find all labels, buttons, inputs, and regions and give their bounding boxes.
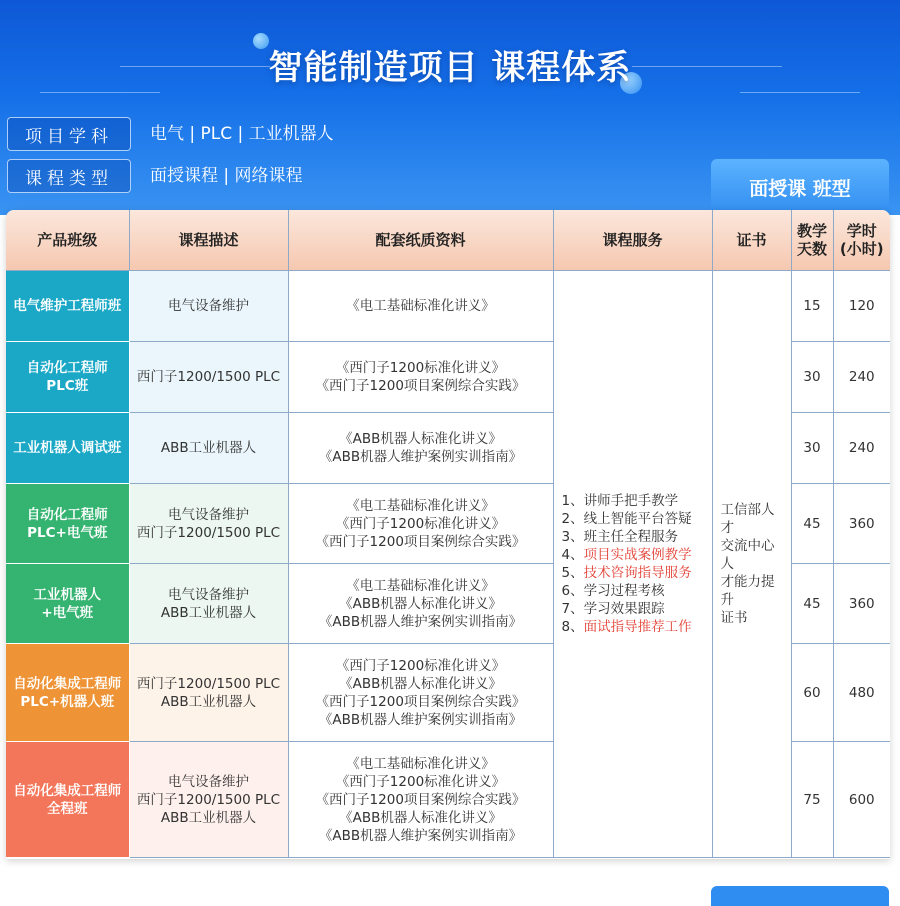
service-item-number: 3、 — [561, 529, 584, 545]
course-desc-line: 电气设备维护 — [168, 506, 249, 523]
course-table-container — [6, 210, 890, 859]
class-name-line: 工业机器人 — [33, 586, 101, 603]
certificate-line: 才能力提升 — [720, 574, 775, 608]
service-item-text: 讲师手把手教学 — [583, 493, 679, 509]
service-item — [562, 582, 708, 600]
class-name-cell — [6, 742, 129, 858]
course-desc-line: ABB工业机器人 — [160, 809, 257, 826]
teaching-days-cell: 30 — [791, 413, 833, 484]
service-item — [562, 600, 708, 618]
course-desc-cell — [129, 342, 288, 413]
class-name-line: PLC+电气班 — [27, 524, 108, 541]
class-type-badge — [711, 159, 889, 217]
certificate-line: 证书 — [720, 610, 748, 626]
deco-line — [40, 92, 160, 93]
info-label-course-type: 课程类型 — [7, 159, 131, 193]
course-desc-line: 西门子1200/1500 PLC — [136, 675, 281, 692]
header-days-line-2: 天数 — [796, 240, 827, 258]
page-title: 智能制造项目 课程体系 — [268, 48, 632, 88]
teaching-days-cell: 30 — [791, 342, 833, 413]
course-desc-line: 西门子1200/1500 PLC — [136, 524, 281, 541]
material-line: 《西门子1200标准化讲义》 — [335, 657, 506, 674]
next-section-tab — [711, 886, 889, 906]
material-line: 《ABB机器人标准化讲义》 — [339, 809, 502, 826]
class-hours-cell: 120 — [833, 271, 890, 342]
materials-cell — [288, 342, 553, 413]
class-name-line: 自动化工程师 — [26, 360, 108, 376]
class-name-cell — [6, 342, 129, 413]
service-item-text: 线上智能平台答疑 — [583, 511, 692, 527]
service-item-number: 5、 — [561, 565, 584, 581]
header-desc: 课程描述 — [129, 210, 288, 271]
service-item-number: 2、 — [561, 511, 584, 527]
header-hours-line-2: (小时) — [839, 240, 884, 258]
service-item — [562, 510, 708, 528]
header-class: 产品班级 — [6, 210, 129, 271]
course-desc-cell — [129, 413, 288, 484]
service-item — [562, 546, 708, 564]
material-line: 《西门子1200项目案例综合实践》 — [315, 791, 526, 808]
class-name-line: PLC+机器人班 — [20, 693, 115, 710]
materials-cell — [288, 484, 553, 564]
service-item — [562, 492, 708, 510]
services-cell — [553, 271, 712, 858]
service-item-text: 班主任全程服务 — [583, 529, 679, 545]
class-name-cell — [6, 413, 129, 484]
material-line: 《ABB机器人维护案例实训指南》 — [318, 711, 523, 728]
teaching-days-cell: 15 — [791, 271, 833, 342]
class-name-line: 自动化工程师 — [26, 506, 108, 523]
info-value-course-type: 面授课程 | 网络课程 — [150, 166, 303, 186]
class-type-badge-label: 面授课 班型 — [749, 177, 851, 200]
material-line: 《电工基础标准化讲义》 — [346, 755, 495, 772]
materials-cell — [288, 564, 553, 644]
class-name-line: PLC班 — [46, 378, 89, 394]
header-days — [791, 210, 833, 271]
course-desc-line: ABB工业机器人 — [160, 693, 257, 710]
service-item-number: 7、 — [561, 601, 584, 617]
class-hours-cell: 240 — [833, 413, 890, 484]
class-name-cell — [6, 271, 129, 342]
course-table — [6, 210, 890, 858]
teaching-days-cell: 45 — [791, 484, 833, 564]
class-hours-cell: 240 — [833, 342, 890, 413]
class-name-line: 工业机器人调试班 — [13, 440, 122, 456]
class-name-line: 自动化集成工程师 — [13, 675, 122, 692]
course-desc-line: 西门子1200/1500 PLC — [136, 791, 281, 808]
service-item-text: 项目实战案例教学 — [583, 547, 692, 563]
header-hours — [833, 210, 890, 271]
service-item-text: 学习过程考核 — [583, 583, 665, 599]
table-header-row — [6, 210, 890, 271]
course-desc-line: 电气设备维护 — [168, 773, 249, 790]
course-desc-line: ABB工业机器人 — [160, 440, 257, 456]
header-days-line-1: 教学 — [796, 222, 827, 240]
materials-cell — [288, 742, 553, 858]
deco-line — [740, 92, 860, 93]
service-item-text: 学习效果跟踪 — [583, 601, 665, 617]
class-hours-cell: 360 — [833, 484, 890, 564]
material-line: 《西门子1200项目案例综合实践》 — [315, 533, 526, 550]
class-name-cell — [6, 644, 129, 742]
service-item-text: 面试指导推荐工作 — [583, 619, 692, 635]
class-hours-cell: 360 — [833, 564, 890, 644]
teaching-days-cell: 45 — [791, 564, 833, 644]
class-name-cell — [6, 484, 129, 564]
material-line: 《电工基础标准化讲义》 — [346, 497, 495, 514]
header-cert: 证书 — [712, 210, 791, 271]
certificate-line: 工信部人才 — [720, 502, 775, 536]
class-hours-cell: 600 — [833, 742, 890, 858]
class-name-cell — [6, 564, 129, 644]
header-service: 课程服务 — [553, 210, 712, 271]
table-row — [6, 271, 890, 342]
material-line: 《电工基础标准化讲义》 — [346, 298, 495, 314]
service-item — [562, 528, 708, 546]
material-line: 《ABB机器人标准化讲义》 — [339, 675, 502, 692]
course-desc-line: 电气设备维护 — [168, 586, 249, 603]
material-line: 《ABB机器人标准化讲义》 — [339, 595, 502, 612]
service-item-text: 技术咨询指导服务 — [583, 565, 692, 581]
class-name-line: 电气维护工程师班 — [13, 298, 122, 314]
material-line: 《西门子1200标准化讲义》 — [335, 773, 506, 790]
course-desc-line: 西门子1200/1500 PLC — [136, 369, 281, 385]
material-line: 《ABB机器人维护案例实训指南》 — [318, 449, 523, 465]
teaching-days-cell: 60 — [791, 644, 833, 742]
info-value-subject: 电气 | PLC | 工业机器人 — [150, 124, 334, 144]
certificate-line: 交流中心人 — [720, 538, 775, 572]
course-desc-cell — [129, 271, 288, 342]
header-hours-line-1: 学时 — [846, 222, 877, 240]
material-line: 《西门子1200项目案例综合实践》 — [315, 693, 526, 710]
class-name-line: 全程班 — [47, 800, 88, 817]
material-line: 《ABB机器人维护案例实训指南》 — [318, 827, 523, 844]
material-line: 《西门子1200标准化讲义》 — [335, 360, 506, 376]
header-materials: 配套纸质资料 — [288, 210, 553, 271]
service-item-number: 1、 — [561, 493, 584, 509]
class-hours-cell: 480 — [833, 644, 890, 742]
material-line: 《西门子1200标准化讲义》 — [335, 515, 506, 532]
course-desc-cell — [129, 564, 288, 644]
teaching-days-cell: 75 — [791, 742, 833, 858]
material-line: 《ABB机器人标准化讲义》 — [339, 431, 502, 447]
info-label-subject: 项目学科 — [7, 117, 131, 151]
service-item — [562, 564, 708, 582]
class-name-line: +电气班 — [41, 604, 94, 621]
course-desc-cell — [129, 644, 288, 742]
course-desc-line: 电气设备维护 — [168, 298, 249, 314]
service-item-number: 4、 — [561, 547, 584, 563]
class-name-line: 自动化集成工程师 — [13, 782, 122, 799]
material-line: 《电工基础标准化讲义》 — [346, 577, 495, 594]
course-desc-cell — [129, 484, 288, 564]
course-desc-line: ABB工业机器人 — [160, 604, 257, 621]
certificate-cell — [712, 271, 791, 858]
materials-cell — [288, 644, 553, 742]
material-line: 《西门子1200项目案例综合实践》 — [315, 378, 526, 394]
course-desc-cell — [129, 742, 288, 858]
service-item-number: 8、 — [561, 619, 584, 635]
material-line: 《ABB机器人维护案例实训指南》 — [318, 613, 523, 630]
service-item — [562, 618, 708, 636]
materials-cell — [288, 413, 553, 484]
service-item-number: 6、 — [561, 583, 584, 599]
materials-cell — [288, 271, 553, 342]
